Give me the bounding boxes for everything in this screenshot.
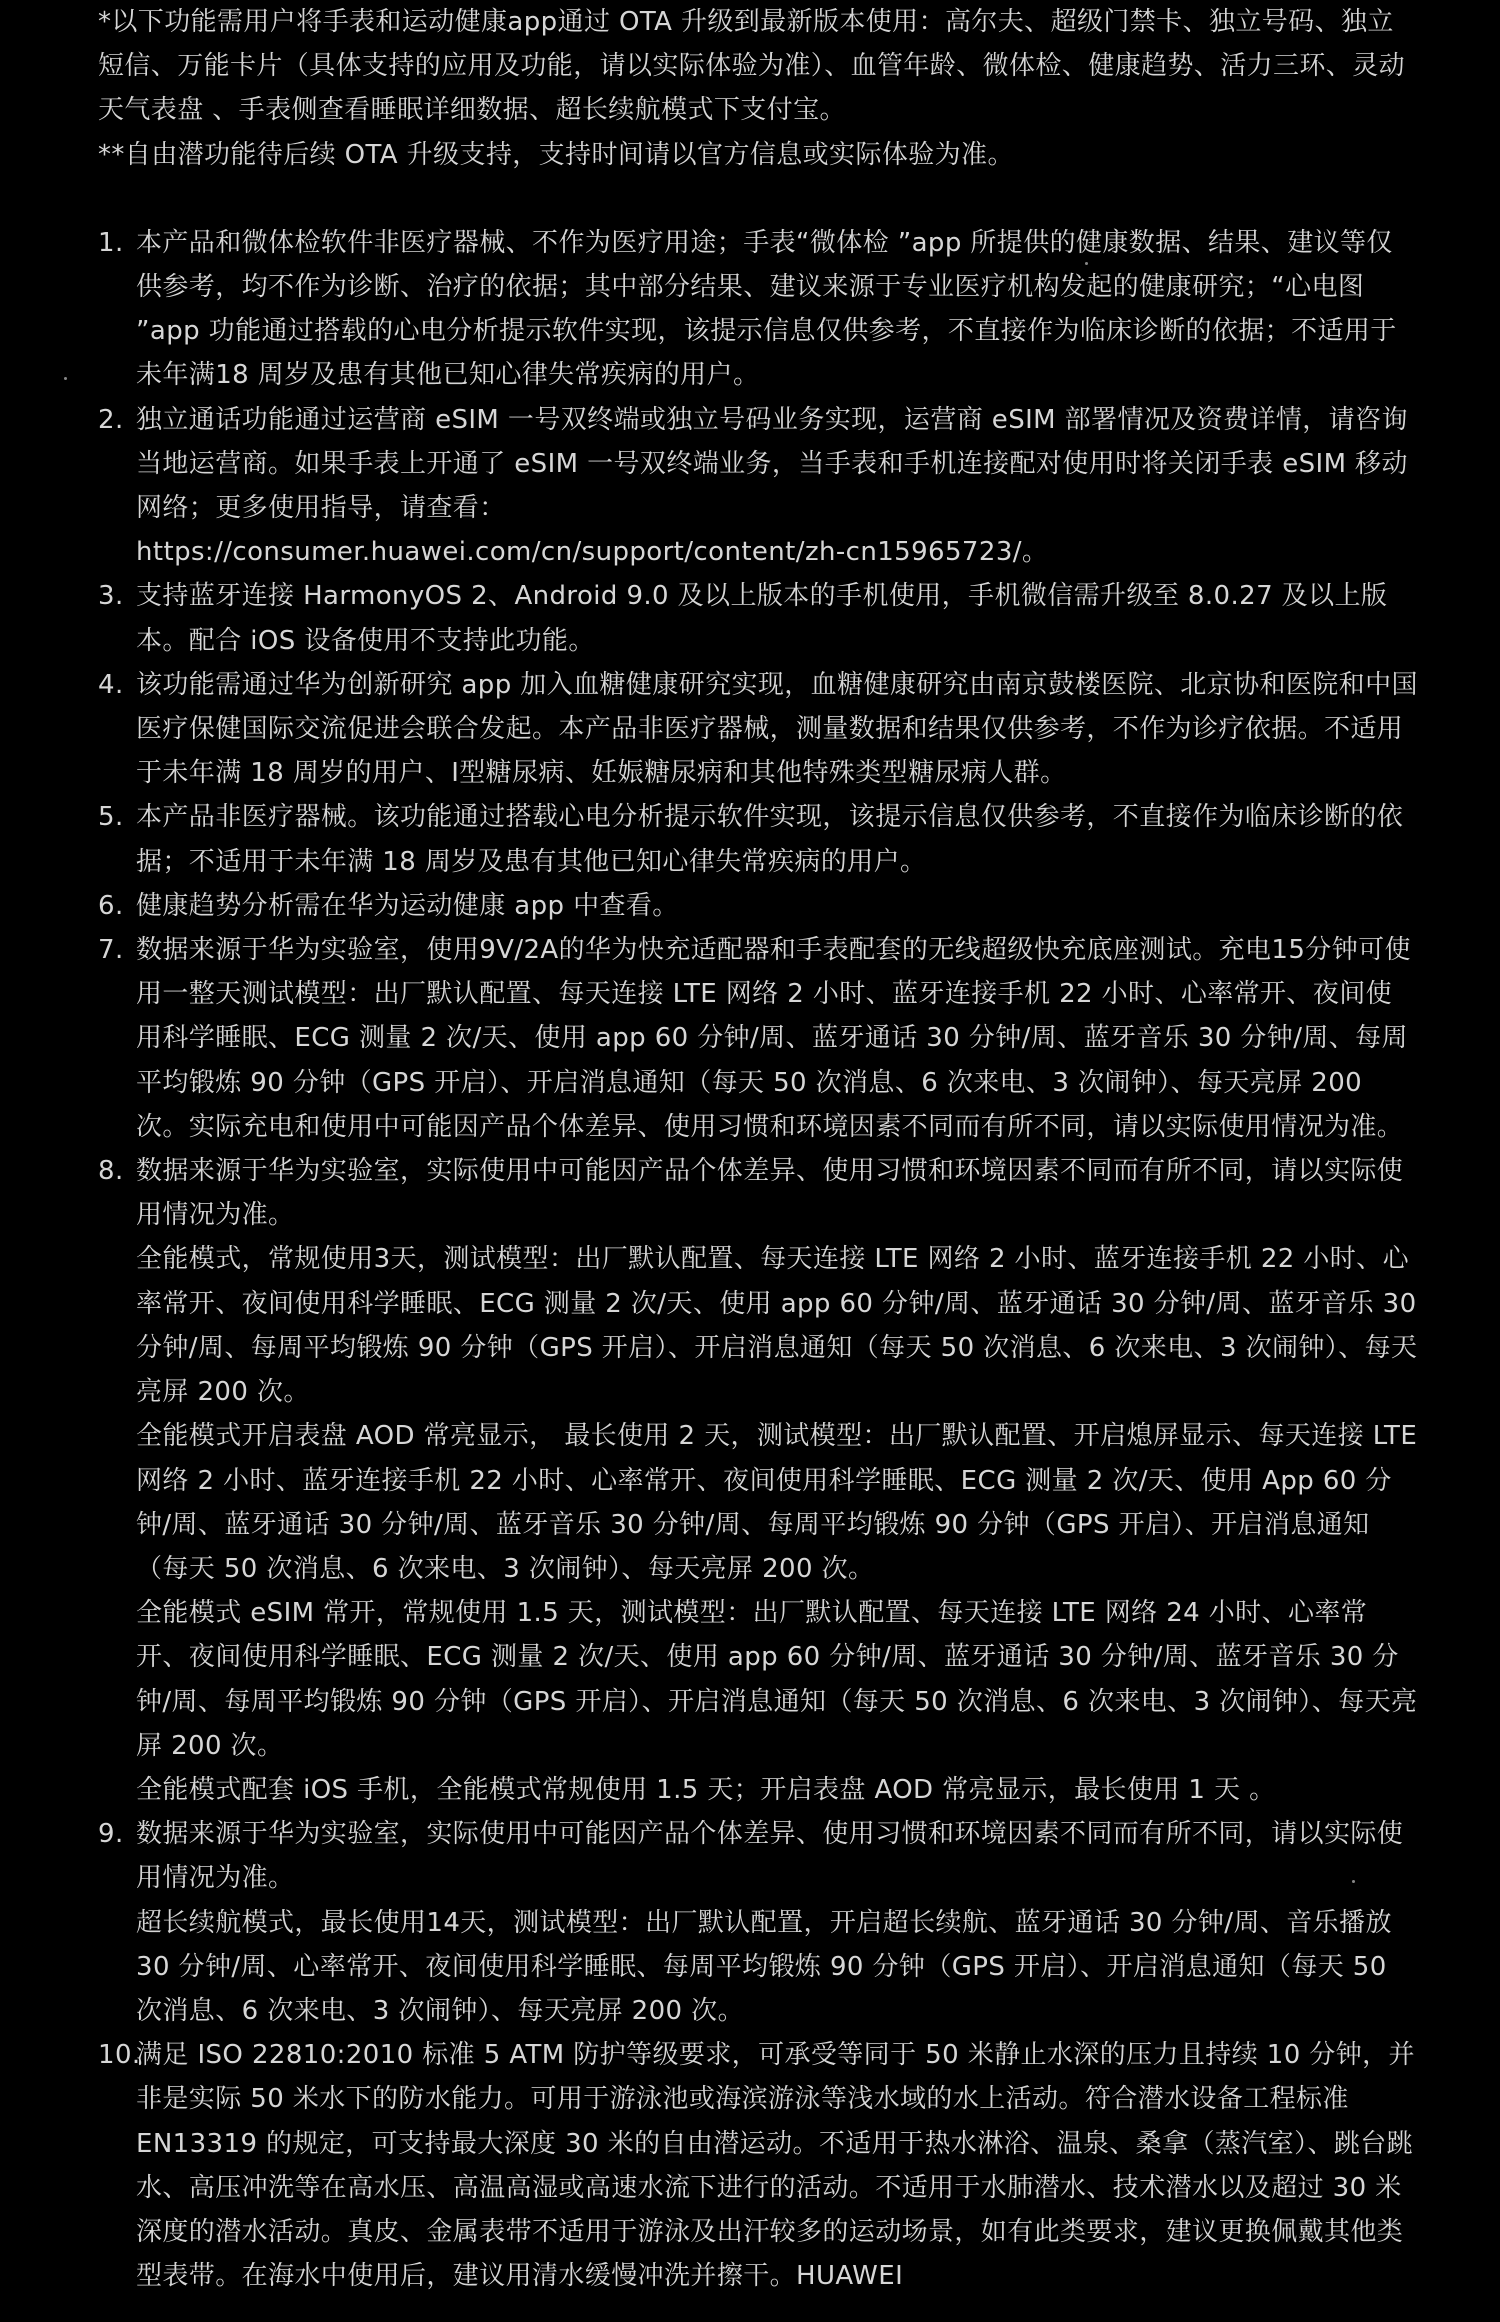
footnote-text: 数据来源于华为实验室，实际使用中可能因产品个体差异、使用习惯和环境因素不同而有所不同，请以实际使用情况为准。 bbox=[136, 1156, 1404, 1231]
footnote-number: 1. bbox=[98, 227, 124, 258]
footnote-item-4 bbox=[98, 663, 1418, 796]
footnote-item-1 bbox=[98, 221, 1418, 398]
footnote-number: 9. bbox=[98, 1819, 124, 1850]
footnote-text: 本产品和微体检软件非医疗器械、不作为医疗用途；手表“微体检 ”app 所提供的健康数据、结果、建议等仅供参考，均不作为诊断、治疗的依据；其中部分结果、建议来源于专业医疗机构发起的健康研究；“心电图 ”app 功能通过搭载的心电分析提示软件实现，该提示信息仅供参考，不直接作为临床诊断的依据；不适用于未年满18 周岁及患有其他已知心律失常疾病的用户。 bbox=[136, 227, 1397, 391]
footnote-text: 支持蓝牙连接 HarmonyOS 2、Android 9.0 及以上版本的手机使用，手机微信需升级至 8.0.27 及以上版本。配合 iOS 设备使用不支持此功能。 bbox=[136, 581, 1388, 656]
footnote-item-9 bbox=[98, 1812, 1418, 2033]
footnote-number: 8. bbox=[98, 1156, 124, 1187]
footnote-number: 2. bbox=[98, 404, 124, 435]
footnote-text: 本产品非医疗器械。该功能通过搭载心电分析提示软件实现，该提示信息仅供参考，不直接作为临床诊断的依据；不适用于未年满 18 周岁及患有其他已知心律失常疾病的用户。 bbox=[136, 802, 1404, 877]
footnote-text: 满足 ISO 22810:2010 标准 5 ATM 防护等级要求，可承受等同于 50 米静止水深的压力且持续 10 分钟，并非是实际 50 米水下的防水能力。可用于游泳池或海滨游泳等浅水域的水上活动。符合潜水设备工程标准 EN13319 的规定，可支持最大深度 30 米的自由潜运动。不适用于热水淋浴、温泉、桑拿（蒸汽室）、跳台跳水、高压冲洗等在高水压、高温高湿或高速水流下进行的活动。不适用于水肺潜水、技术潜水以及超过 30 米深度的潜水活动。真皮、金属表带不适用于游泳及出汗较多的运动场景，如有此类要求，建议更换佩戴其他类型表带。在海水中使用后，建议用清水缓慢冲洗并擦干。HUAWEI bbox=[136, 2040, 1415, 2292]
footnote-item-8 bbox=[98, 1149, 1418, 1812]
footnote-text: 全能模式开启表盘 AOD 常亮显示， 最长使用 2 天，测试模型：出厂默认配置、开启熄屏显示、每天连接 LTE 网络 2 小时、蓝牙连接手机 22 小时、心率常开、夜间使用科学睡眠、ECG 测量 2 次/天、使用 App 60 分钟/周、蓝牙通话 30 分钟/周、蓝牙音乐 30 分钟/周、每周平均锻炼 90 分钟（GPS 开启）、开启消息通知（每天 50 次消息、6 次来电、3 次闹钟）、每天亮屏 200 次。 bbox=[136, 1421, 1418, 1584]
footnote-ota: *以下功能需用户将手表和运动健康app通过 OTA 升级到最新版本使用：高尔夫、超级门禁卡、独立号码、独立短信、万能卡片（具体支持的应用及功能，请以实际体验为准）、血管年龄、微体检、健康趋势、活力三环、灵动天气表盘 、手表侧查看睡眠详细数据、超长续航模式下支付宝。 bbox=[98, 7, 1406, 126]
footnote-freediving: **自由潜功能待后续 OTA 升级支持，支持时间请以官方信息或实际体验为准。 bbox=[98, 139, 1014, 170]
footnote-number: 7. bbox=[98, 935, 124, 966]
footnote-item-3 bbox=[98, 574, 1418, 662]
footnote-text: 独立通话功能通过运营商 eSIM 一号双终端或独立号码业务实现，运营商 eSIM 部署情况及资费详情，请咨询当地运营商。如果手表上开通了 eSIM 一号双终端业务，当手表和手机连接配对使用时将关闭手表 eSIM 移动网络；更多使用指导，请查看： bbox=[136, 404, 1408, 524]
background-speck bbox=[64, 377, 67, 380]
footnote-number: 10. bbox=[98, 2040, 141, 2071]
footnote-text: 全能模式，常规使用3天，测试模型：出厂默认配置、每天连接 LTE 网络 2 小时、蓝牙连接手机 22 小时、心率常开、夜间使用科学睡眠、ECG 测量 2 次/天、使用 app 60 分钟/周、蓝牙通话 30 分钟/周、蓝牙音乐 30 分钟/周、每周平均锻炼 90 分钟（GPS 开启）、开启消息通知（每天 50 次消息、6 次来电、3 次闹钟）、每天亮屏 200 次。 bbox=[136, 1244, 1418, 1408]
footnote-number: 5. bbox=[98, 802, 124, 833]
footnotes-content bbox=[98, 0, 1418, 2298]
footnote-item-6 bbox=[98, 884, 1418, 928]
footnote-number: 3. bbox=[98, 581, 124, 612]
footnote-text: 健康趋势分析需在华为运动健康 app 中查看。 bbox=[136, 890, 679, 921]
footnote-item-10 bbox=[98, 2033, 1418, 2298]
footnote-text: 全能模式 eSIM 常开，常规使用 1.5 天，测试模型：出厂默认配置、每天连接 LTE 网络 24 小时、心率常开、夜间使用科学睡眠、ECG 测量 2 次/天、使用 app 60 分钟/周、蓝牙通话 30 分钟/周、蓝牙音乐 30 分钟/周、每周平均锻炼 90 分钟（GPS 开启）、开启消息通知（每天 50 次消息、6 次来电、3 次闹钟）、每天亮屏 200 次。 bbox=[136, 1598, 1418, 1761]
footnote-item-2 bbox=[98, 398, 1418, 575]
footnote-number: 4. bbox=[98, 669, 124, 700]
footnote-text: 数据来源于华为实验室，使用9V/2A的华为快充适配器和手表配套的无线超级快充底座测试。充电15分钟可使用一整天测试模型：出厂默认配置、每天连接 LTE 网络 2 小时、蓝牙连接手机 22 小时、心率常开、夜间使用科学睡眠、ECG 测量 2 次/天、使用 app 60 分钟/周、蓝牙通话 30 分钟/周、蓝牙音乐 30 分钟/周、每周平均锻炼 90 分钟（GPS 开启）、开启消息通知（每天 50 次消息、6 次来电、3 次闹钟）、每天亮屏 200 次。实际充电和使用中可能因产品个体差异、使用习惯和环境因素不同而有所不同，请以实际使用情况为准。 bbox=[136, 935, 1411, 1142]
footnote-text: 数据来源于华为实验室，实际使用中可能因产品个体差异、使用习惯和环境因素不同而有所不同，请以实际使用情况为准。 bbox=[136, 1819, 1404, 1894]
footnote-text: 全能模式配套 iOS 手机，全能模式常规使用 1.5 天；开启表盘 AOD 常亮显示，最长使用 1 天 。 bbox=[136, 1774, 1276, 1805]
footnote-text: 该功能需通过华为创新研究 app 加入血糖健康研究实现，血糖健康研究由南京鼓楼医院、北京协和医院和中国医疗保健国际交流促进会联合发起。本产品非医疗器械，测量数据和结果仅供参考，不作为诊疗依据。不适用于未年满 18 周岁的用户、I型糖尿病、妊娠糖尿病和其他特殊类型糖尿病人群。 bbox=[136, 669, 1418, 789]
footnote-list bbox=[98, 221, 1418, 2299]
footnote-item-7 bbox=[98, 928, 1418, 1149]
support-link[interactable]: https://consumer.huawei.com/cn/support/content/zh-cn15965723/。 bbox=[136, 537, 1049, 568]
footnote-text: 超长续航模式，最长使用14天，测试模型：出厂默认配置，开启超长续航、蓝牙通话 30 分钟/周、音乐播放 30 分钟/周、心率常开、夜间使用科学睡眠、每周平均锻炼 90 分钟（GPS 开启）、开启消息通知（每天 50 次消息、6 次来电、3 次闹钟）、每天亮屏 200 次。 bbox=[136, 1907, 1392, 2026]
footnote-item-5 bbox=[98, 795, 1418, 883]
footnote-number: 6. bbox=[98, 890, 124, 921]
